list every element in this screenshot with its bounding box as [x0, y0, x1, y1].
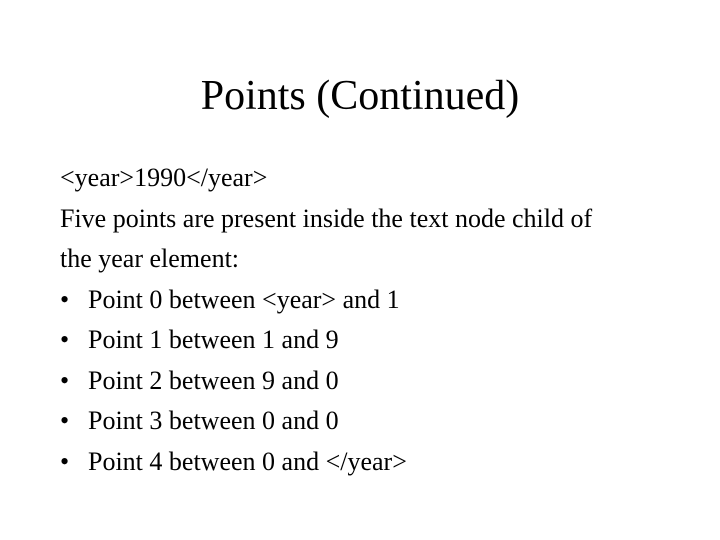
- bullet-list: [60, 280, 700, 483]
- bullet-icon: •: [60, 325, 70, 354]
- bullet-icon: •: [60, 284, 70, 314]
- slide-title: Points (Continued): [200, 73, 520, 119]
- bullet-item: [60, 320, 700, 361]
- code-line: <year>1990</year>: [60, 163, 268, 192]
- intro-line-2: the year element:: [60, 244, 240, 273]
- intro-line-1: Five points are present inside the text node child of: [60, 203, 593, 233]
- bullet-text: Point 4 between 0 and </year>: [88, 446, 407, 476]
- bullet-item: [60, 442, 700, 483]
- bullet-text: Point 0 between <year> and 1: [88, 284, 400, 314]
- bullet-item: [60, 361, 700, 402]
- bullet-icon: •: [60, 406, 70, 435]
- bullet-item: [60, 280, 700, 321]
- bullet-text: Point 3 between 0 and 0: [88, 406, 339, 435]
- bullet-icon: •: [60, 365, 70, 395]
- bullet-item: [60, 401, 700, 442]
- bullet-icon: •: [60, 446, 70, 476]
- bullet-text: Point 1 between 1 and 9: [88, 325, 339, 354]
- bullet-text: Point 2 between 9 and 0: [88, 365, 339, 395]
- slide-body: [60, 158, 700, 482]
